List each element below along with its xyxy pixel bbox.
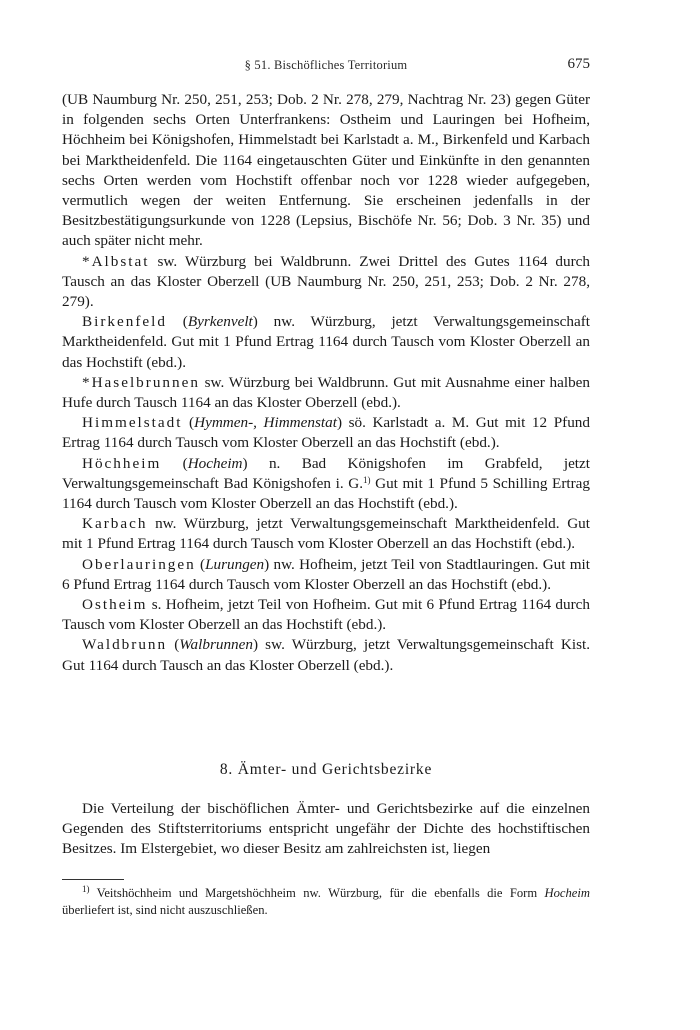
- entry-text: sw. Würzburg bei Waldbrunn. Gut mit Ausnahme einer halben Hufe durch Tausch 1164 an das Kloster Oberzell (ebd.).: [62, 373, 590, 412]
- entry-hoechheim: Höchheim (Hocheim) n. Bad Königshofen im Grabfeld, jetzt Verwaltungsgemeinschaft Bad Königshofen i. G.$^{1)}$ Gut mit 1 Pfund 5 Schilling Ertrag 1164 durch Tausch vom Kloster Oberzell an das Hochstift (ebd.).: [62, 454, 590, 513]
- section-paragraph: Die Verteilung der bischöflichen Ämter- und Gerichtsbezirke auf die einzelnen Gegenden des Stiftsterritoriums entspricht ungefähr der Dichte des hochstiftischen Besitzes. Im Elstergebiet, wo dieser Besitz am zahlreichsten ist, liegen: [62, 800, 590, 858]
- entry-waldbrunn: Waldbrunn (Walbrunnen) sw. Würzburg, jetzt Verwaltungsgemeinschaft Kist. Gut 1164 durch Tausch an das Kloster Oberzell (ebd.).: [62, 636, 591, 674]
- entry-text: sw. Würzburg bei Waldbrunn. Zwei Drittel des Gutes 1164 durch Tausch an das Kloster Oberzell (UB Naumburg Nr. 250, 251, 253; Dob. 2 Nr. 278, 279).: [62, 252, 590, 311]
- entry-text-before-note: n. Bad Königshofen im Grabfeld, jetzt Verwaltungsgemeinschaft Bad Königshofen i. G.: [62, 454, 590, 492]
- entry-oberlauringen: Oberlauringen (Lurungen) nw. Hofheim, jetzt Teil von Stadtlauringen. Gut mit 6 Pfund Ertrag 1164 durch Tausch vom Kloster Oberzell an das Hochstift (ebd.).: [62, 555, 591, 593]
- place-name: Himmelstadt: [82, 414, 183, 432]
- entry-haselbrunnen: [62, 373, 590, 413]
- latin-form: Byrkenvelt: [187, 313, 253, 331]
- footnote: [62, 885, 590, 919]
- place-name: Ostheim: [82, 596, 148, 614]
- footnote-latin-form: Hocheim: [544, 886, 590, 900]
- page-header: [62, 56, 590, 78]
- place-name: Waldbrunn: [82, 636, 168, 654]
- footnote-ref: 1): [363, 474, 371, 485]
- page-number: 675: [567, 56, 590, 72]
- place-name: *Haselbrunnen: [82, 373, 200, 391]
- entry-text: sw. Würzburg, jetzt Verwaltungsgemeinschaft Kist. Gut 1164 durch Tausch an das Kloster Oberzell (ebd.).: [62, 636, 591, 674]
- entry-text: nw. Würzburg, jetzt Verwaltungsgemeinschaft Marktheidenfeld. Gut mit 1 Pfund Ertrag 1164 durch Tausch vom Kloster Oberzell an das Hochstift (ebd.).: [62, 515, 590, 553]
- entry-albstat: [62, 252, 590, 313]
- main-text: [62, 90, 590, 676]
- section-body: [62, 799, 590, 860]
- entry-text: nw. Würzburg, jetzt Verwaltungsgemeinschaft Marktheidenfeld. Gut mit 1 Pfund Ertrag 1164 durch Tausch vom Kloster Oberzell an das Hochstift (ebd.).: [62, 313, 591, 371]
- place-name: Birkenfeld: [82, 313, 167, 331]
- entry-text: Gut mit 1 Pfund 5 Schilling Ertrag 1164 durch Tausch vom Kloster Oberzell an das Hochstift (ebd.).: [62, 474, 590, 513]
- entry-birkenfeld: Birkenfeld (Byrkenvelt) nw. Würzburg, jetzt Verwaltungsgemeinschaft Marktheidenfeld. Gut mit 1 Pfund Ertrag 1164 durch Tausch vom Kloster Oberzell an das Hochstift (ebd.).: [62, 313, 591, 371]
- latin-form: Hocheim: [187, 454, 243, 472]
- intro-paragraph: (UB Naumburg Nr. 250, 251, 253; Dob. 2 Nr. 278, 279, Nachtrag Nr. 23) gegen Güter in folgenden sechs Orten Unterfrankens: Ostheim und Lauringen bei Hofheim, Höchheim bei Königshofen, Himmelstadt bei Karlstadt a. M., Birkenfeld und Karbach bei Marktheidenfeld. Die 1164 eingetauschten Güter und Einkünfte in den genannten sechs Orten werden vom Hochstift offenbar noch vor 1228 wieder aufgegeben, vermutlich wegen der weiten Entfernung. Sie erscheinen jedenfalls in der Besitzbestätigungsurkunde von 1228 (Lepsius, Bischöfe Nr. 56; Dob. 3 Nr. 35) und auch später nicht mehr.: [62, 91, 590, 250]
- latin-form: Walbrunnen: [179, 636, 253, 654]
- entry-text: nw. Hofheim, jetzt Teil von Stadtlauringen. Gut mit 6 Pfund Ertrag 1164 durch Tausch vom Kloster Oberzell an das Hochstift (ebd.).: [62, 555, 591, 593]
- place-name: Oberlauringen: [82, 555, 196, 573]
- entry-text: sö. Karlstadt a. M. Gut mit 12 Pfund Ertrag 1164 durch Tausch vom Kloster Oberzell an das Hochstift (ebd.).: [62, 414, 590, 452]
- entry-ostheim: [62, 595, 590, 635]
- latin-form: Hymmen-, Himmenstat: [194, 414, 337, 432]
- place-name: *Albstat: [82, 252, 150, 270]
- entry-karbach: [62, 514, 590, 554]
- footnote-text-end: überliefert ist, sind nicht auszuschließen.: [62, 903, 268, 917]
- entry-text: s. Hofheim, jetzt Teil von Hofheim. Gut mit 6 Pfund Ertrag 1164 durch Tausch vom Kloster Oberzell an das Hochstift (ebd.).: [62, 596, 590, 634]
- running-title: § 51. Bischöfliches Territorium: [244, 58, 408, 72]
- entry-himmelstadt: Himmelstadt (Hymmen-, Himmenstat) sö. Karlstadt a. M. Gut mit 12 Pfund Ertrag 1164 durch Tausch vom Kloster Oberzell an das Hochstift (ebd.).: [62, 414, 590, 452]
- place-name: Karbach: [82, 515, 148, 533]
- footnote-divider: [62, 879, 124, 880]
- footnote-text: Veitshöchheim und Margetshöchheim nw. Würzburg, für die ebenfalls die Form: [89, 886, 545, 900]
- footnote-marker: 1): [82, 884, 90, 894]
- place-name: Höchheim: [82, 454, 162, 472]
- section-heading: 8. Ämter- und Gerichtsbezirke: [219, 761, 433, 778]
- latin-form: Lurungen: [205, 555, 265, 573]
